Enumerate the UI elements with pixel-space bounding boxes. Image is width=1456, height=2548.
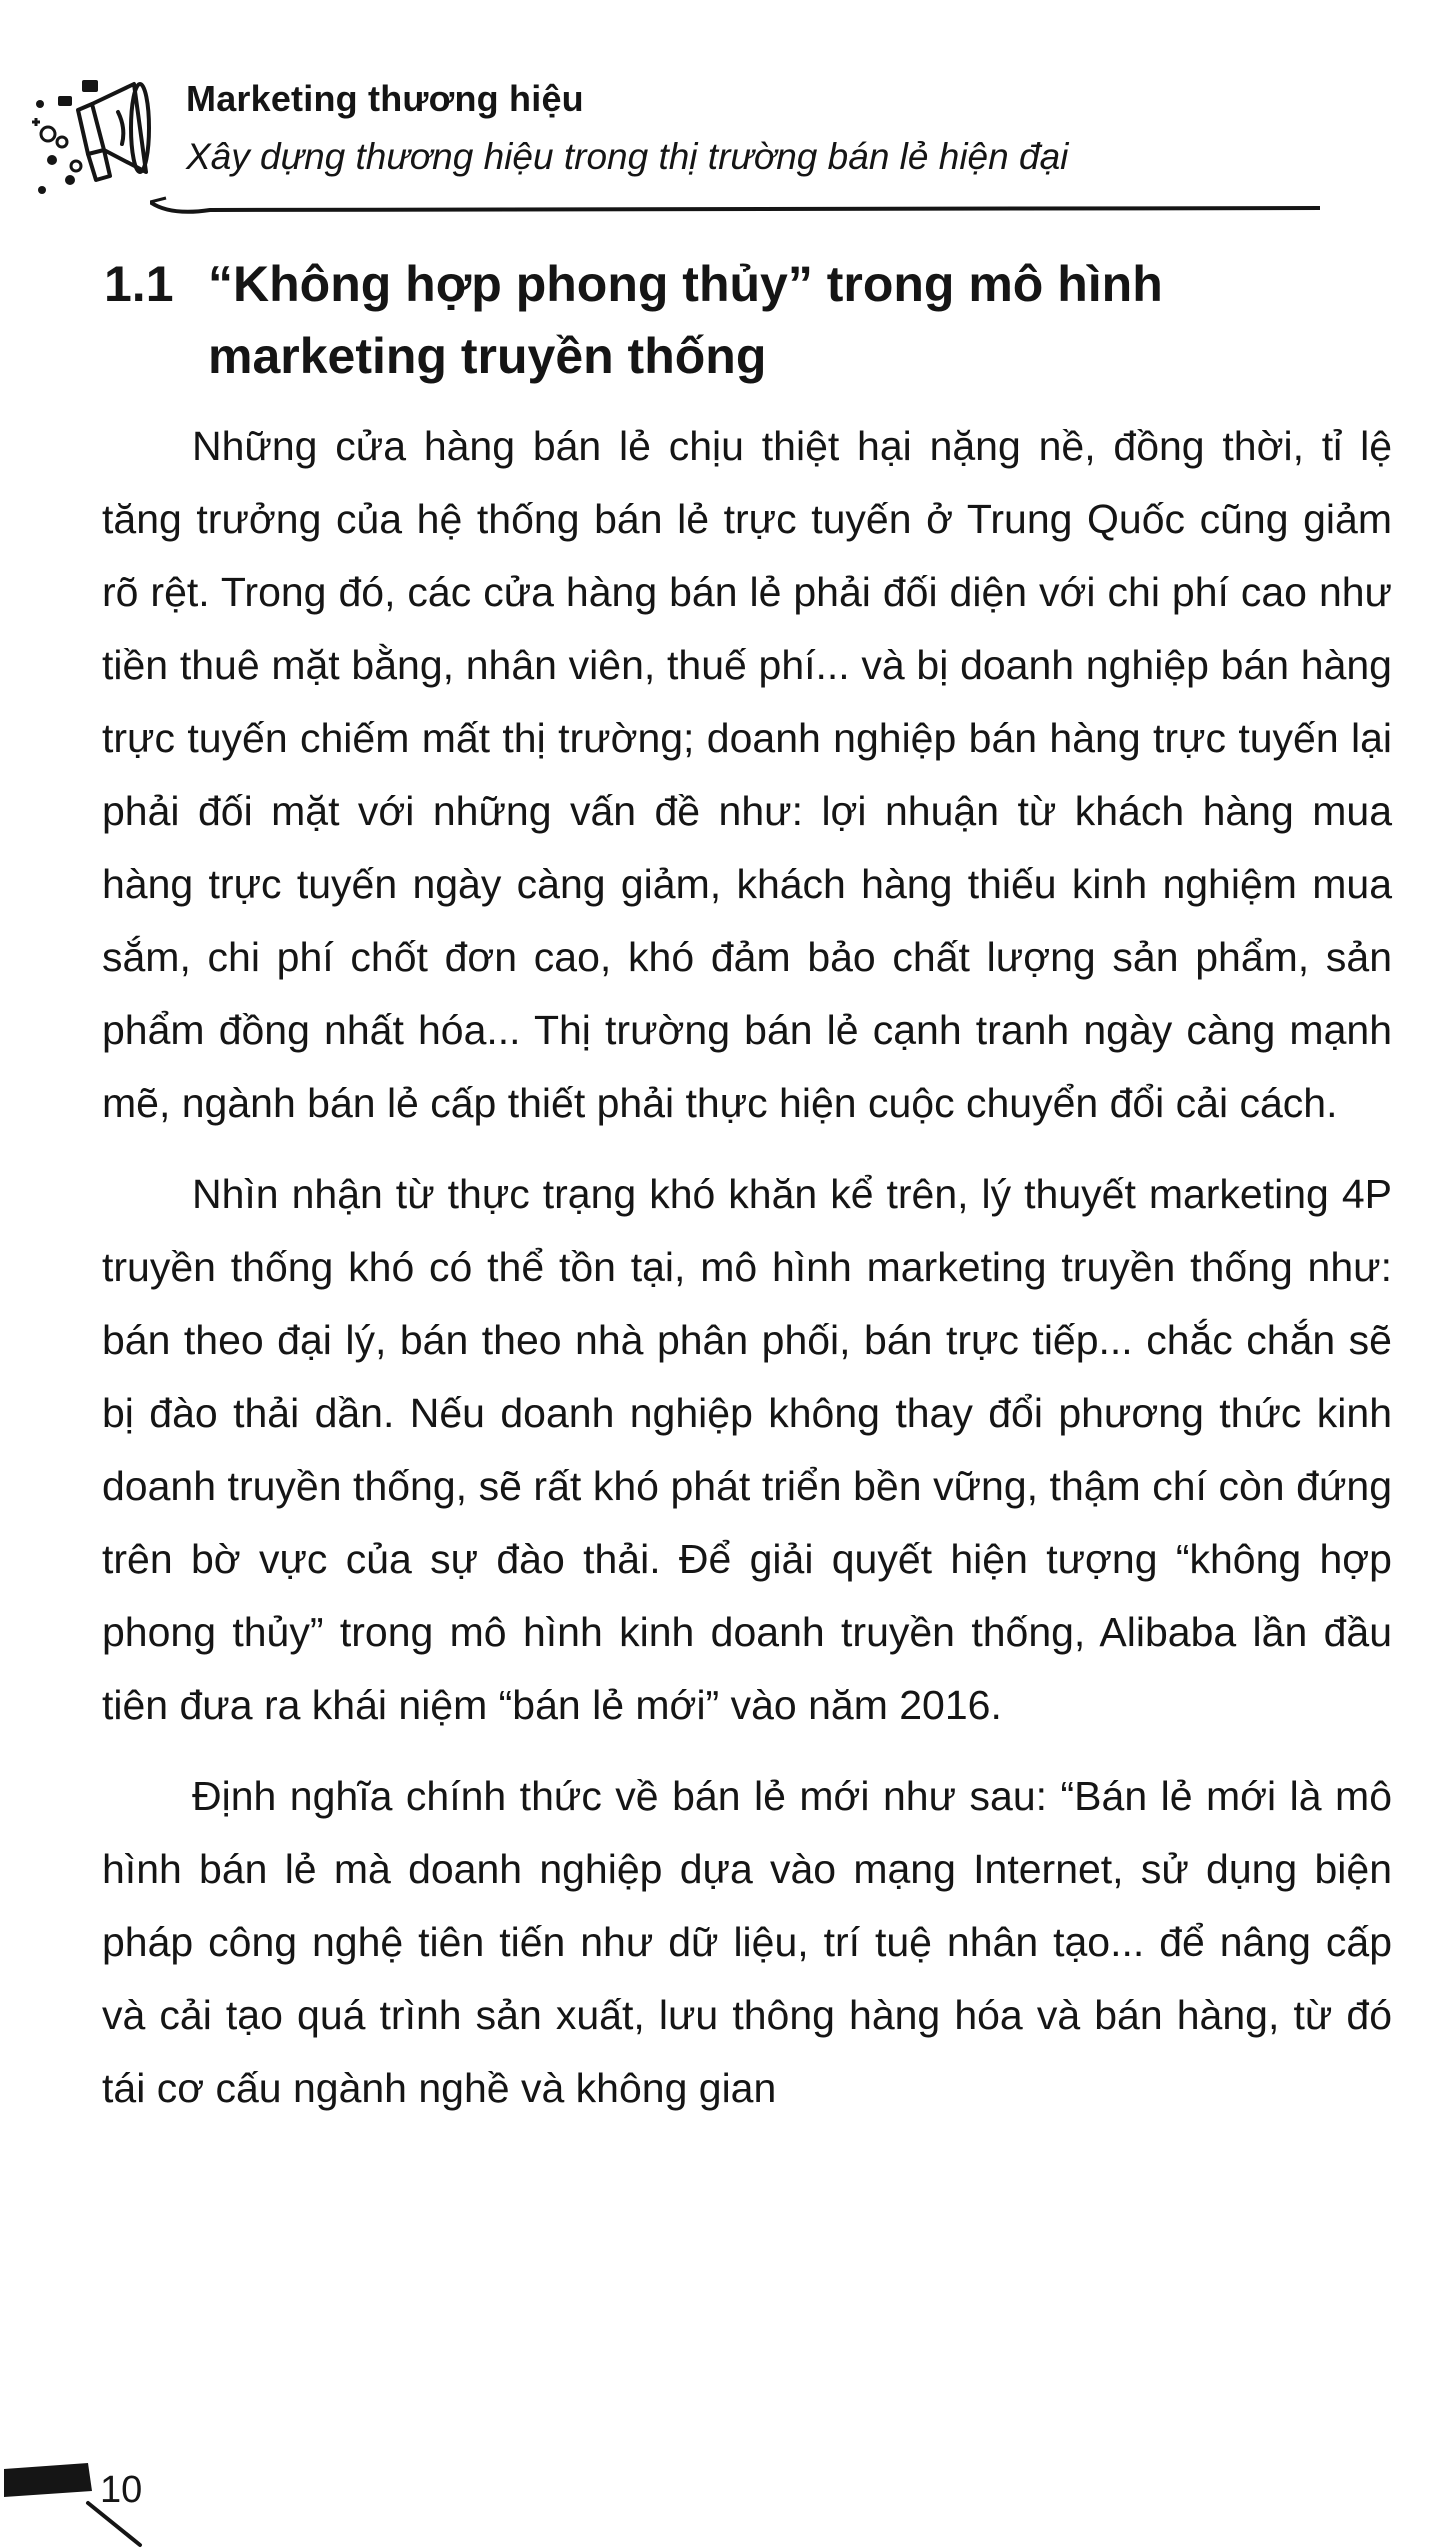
header-rule — [150, 196, 1320, 218]
section-title: “Không hợp phong thủy” trong mô hình marketing truyền thống — [208, 256, 1163, 384]
body-text — [102, 410, 1392, 2143]
book-title: Marketing thương hiệu — [186, 78, 584, 119]
page-number: 10 — [100, 2469, 143, 2511]
running-header — [0, 40, 1456, 220]
book-subtitle: Xây dựng thương hiệu trong thị trường bán lẻ hiện đại — [186, 136, 1069, 177]
section-number: 1.1 — [104, 256, 174, 312]
page-footer — [0, 2455, 1456, 2548]
paragraph: Định nghĩa chính thức về bán lẻ mới như sau: “Bán lẻ mới là mô hình bán lẻ mà doanh nghiệp dựa vào mạng Internet, sử dụng biện pháp công nghệ tiên tiến như dữ liệu, trí tuệ nhân tạo... để nâng cấp và cải tạo quá trình sản xuất, lưu thông hàng hóa và bán hàng, từ đó tái cơ cấu ngành nghề và không gian — [102, 1773, 1392, 2111]
paragraph: Nhìn nhận từ thực trạng khó khăn kể trên, lý thuyết marketing 4P truyền thống khó có thể tồn tại, mô hình marketing truyền thống như: bán theo đại lý, bán theo nhà phân phối, bán trực tiếp... chắc chắn sẽ bị đào thải dần. Nếu doanh nghiệp không thay đổi phương thức kinh doanh truyền thống, sẽ rất khó phát triển bền vững, thậm chí còn đứng trên bờ vực của sự đào thải. Để giải quyết hiện tượng “không hợp phong thủy” trong mô hình kinh doanh truyền thống, Alibaba lần đầu tiên đưa ra khái niệm “bán lẻ mới” vào năm 2016. — [102, 1171, 1392, 1728]
megaphone-icon — [22, 62, 172, 212]
section-heading — [104, 248, 1394, 392]
paragraph: Những cửa hàng bán lẻ chịu thiệt hại nặng nề, đồng thời, tỉ lệ tăng trưởng của hệ thống bán lẻ trực tuyến ở Trung Quốc cũng giảm rõ rệt. Trong đó, các cửa hàng bán lẻ phải đối diện với chi phí cao như tiền thuê mặt bằng, nhân viên, thuế phí... và bị doanh nghiệp bán hàng trực tuyến chiếm mất thị trường; doanh nghiệp bán hàng trực tuyến lại phải đối mặt với những vấn đề như: lợi nhuận từ khách hàng mua hàng trực tuyến ngày càng giảm, khách hàng thiếu kinh nghiệm mua sắm, chi phí chốt đơn cao, khó đảm bảo chất lượng sản phẩm, sản phẩm đồng nhất hóa... Thị trường bán lẻ cạnh tranh ngày càng mạnh mẽ, ngành bán lẻ cấp thiết phải thực hiện cuộc chuyển đổi cải cách. — [102, 423, 1392, 1126]
